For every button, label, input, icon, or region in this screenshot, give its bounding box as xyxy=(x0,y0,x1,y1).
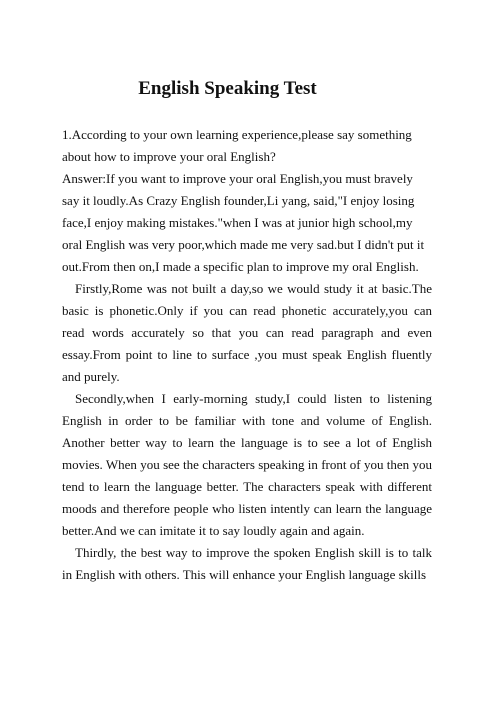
paragraph-thirdly: Thirdly, the best way to improve the spoken English skill is to talk in English with others. This will enhance your English language skills xyxy=(62,545,432,582)
answer-text: Answer:If you want to improve your oral English,you must bravely say it loudly.As Crazy English founder,Li yang, said,"I enjoy losing face,I enjoy making mistakes."when I was at junior high school,my oral English was very poor,which made me very sad.but I didn't put it out.From then on,I made a specific plan to improve my oral English. xyxy=(62,171,425,274)
paragraph-firstly: Firstly,Rome was not built a day,so we would study it at basic.The basic is phonetic.Only if you can read phonetic accurately,you can read words accurately so that you can read paragraph and even essay.From point to line to surface ,you must speak English fluently and purely. xyxy=(62,281,432,384)
document-title: English Speaking Test xyxy=(138,78,317,99)
paragraph-secondly: Secondly,when I early-morning study,I could listen to listening English in order to be familiar with tone and volume of English. Another better way to learn the language is to see a lot of English movies. When you see the characters speaking in front of you then you tend to learn the language better. The characters speak with different moods and therefore people who listen intently can learn the language better.And we can imitate it to say loudly again and again. xyxy=(62,391,432,538)
question-text: 1.According to your own learning experience,please say something about how to improve your oral English? xyxy=(62,127,412,164)
document-body xyxy=(62,124,432,586)
